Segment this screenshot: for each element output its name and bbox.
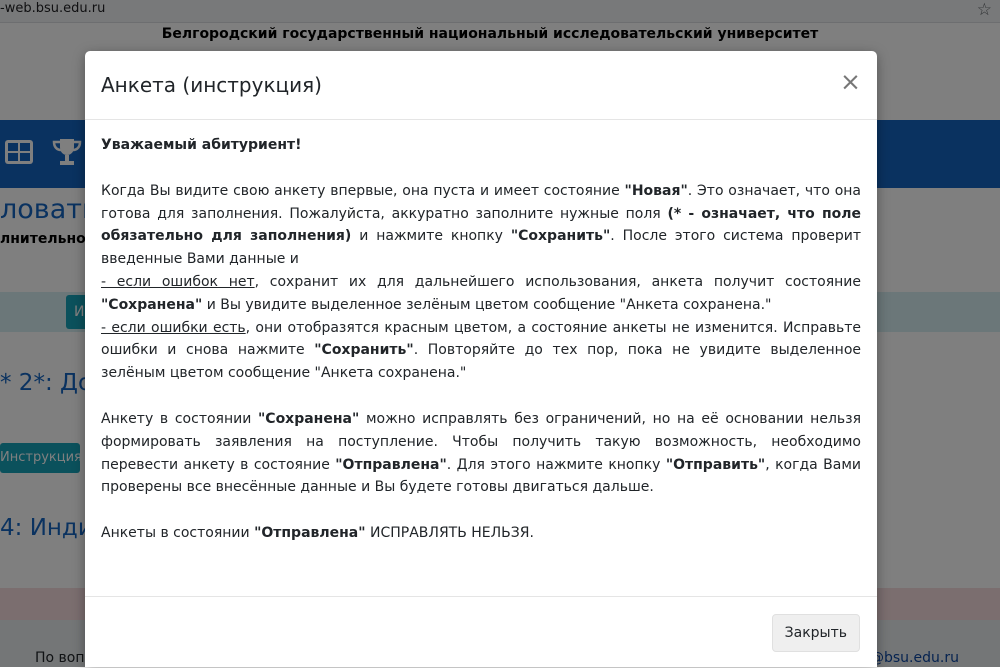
save-button-name: "Сохранить"	[314, 342, 414, 359]
case-no-errors: - если ошибок нет	[101, 273, 255, 290]
case-errors: - если ошибки есть	[101, 319, 246, 336]
text: Анкету в состоянии	[101, 410, 258, 427]
text: . Это означает, что она готова для заполнения. Пожалуйста, аккуратно заполните нужные поля	[101, 182, 862, 222]
text: . Для этого нажмите кнопку	[446, 456, 666, 473]
greeting: Уважаемый абитуриент!	[101, 137, 302, 153]
paragraph-saved-state	[101, 408, 861, 499]
text: . После этого система проверит введенные Вами данные и	[101, 228, 861, 268]
text: можно исправлять без ограничений, но на её основании нельзя формировать заявления на поступление. Чтобы получить такую возможность, необходимо перевести анкету в состояние	[101, 410, 862, 473]
text: и нажмите кнопку	[351, 228, 511, 245]
modal-footer	[85, 596, 877, 668]
instruction-modal	[85, 51, 877, 667]
close-button[interactable]: Закрыть	[772, 614, 860, 652]
state-sent: "Отправлена"	[335, 456, 447, 473]
send-button-name: "Отправить"	[665, 456, 766, 473]
state-saved: "Сохранена"	[101, 296, 203, 313]
text: ИСПРАВЛЯТЬ НЕЛЬЗЯ.	[365, 525, 534, 542]
state-saved: "Сохранена"	[258, 410, 360, 427]
text: Анкеты в состоянии	[101, 525, 255, 542]
save-button-name: "Сохранить"	[510, 228, 611, 245]
state-sent: "Отправлена"	[254, 525, 366, 542]
modal-header	[85, 51, 877, 120]
modal-title: Анкета (инструкция)	[101, 73, 322, 97]
text: , они отобразятся красным цветом, а состояние анкеты не изменится. Исправьте ошибки и снова нажмите	[101, 319, 861, 359]
state-new: "Новая"	[624, 182, 688, 199]
text: и Вы увидите выделенное зелёным цветом сообщение "Анкета сохранена."	[202, 296, 772, 313]
required-note: (* - означает, что поле обязательно для заполнения)	[101, 205, 861, 245]
close-icon[interactable]: ×	[840, 67, 861, 96]
text: . Повторяйте до тех пор, пока не увидите выделенное зелёным цветом сообщение "Анкета сохранена."	[101, 342, 861, 382]
paragraph-sent-state	[101, 522, 861, 545]
text: Когда Вы видите свою анкету впервые, она пуста и имеет состояние	[101, 182, 625, 199]
text: , когда Вами проверены все внесённые данные и Вы будете готовы двигаться дальше.	[101, 456, 862, 496]
paragraph-intro	[101, 180, 861, 385]
modal-body	[101, 134, 861, 568]
text: , сохранит их для дальнейшего использования, анкета получит состояние	[254, 273, 862, 290]
